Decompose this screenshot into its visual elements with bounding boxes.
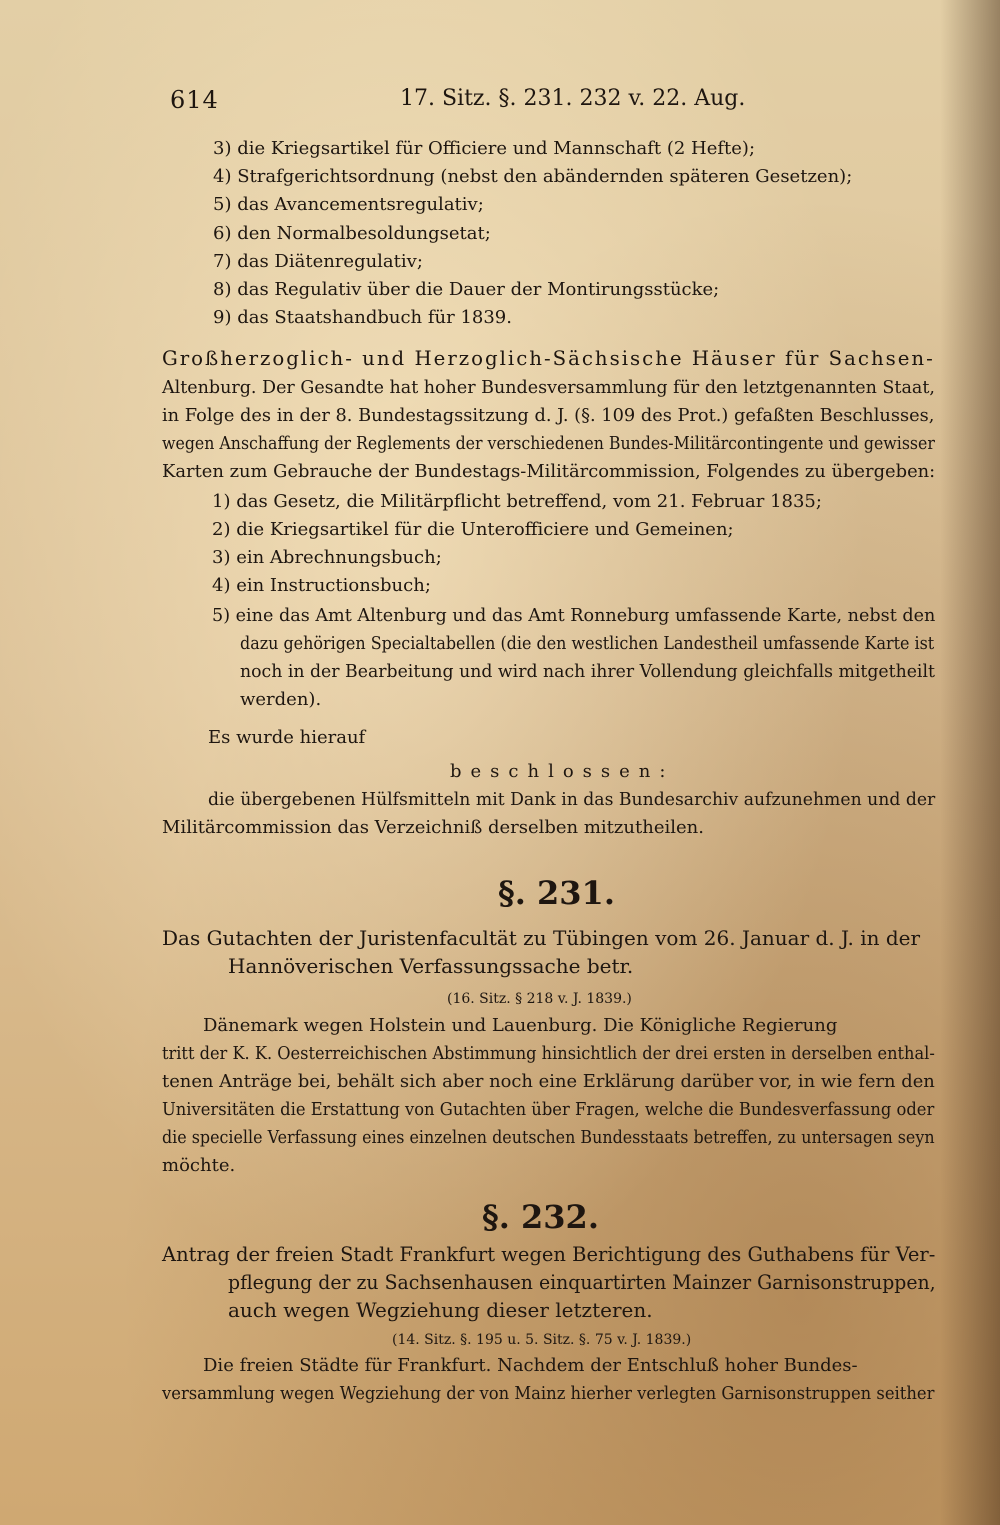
running-head: 17. Sitz. §. 231. 232 v. 22. Aug. [400,86,746,111]
section-reference: (14. Sitz. §. 195 u. 5. Sitz. §. 75 v. J. 1839.) [392,1332,692,1348]
section-number: §. 231. [498,874,615,912]
list-item: 9) das Staatshandbuch für 1839. [213,307,512,328]
section-body-line: die specielle Verfassung eines einzelnen deutschen Bundesstaats betreffen, zu untersagen seyn [162,1127,935,1148]
section-body-line: möchte. [162,1155,236,1176]
section-title-line: Antrag der freien Stadt Frankfurt wegen Berichtigung des Guthabens für Ver- [162,1242,936,1266]
list-item-continuation: noch in der Bearbeitung und wird nach ihrer Vollendung gleichfalls mitgetheilt [240,661,935,682]
paragraph-line: in Folge des in der 8. Bundestagssitzung d. J. (§. 109 des Prot.) gefaßten Beschlusses, [162,405,935,426]
resolution-keyword: beschlossen: [450,761,675,782]
list-item: 3) die Kriegsartikel für Officiere und Mannschaft (2 Hefte); [213,138,756,159]
list-item: 4) Strafgerichtsordnung (nebst den abändernden späteren Gesetzen); [213,166,853,187]
section-title-line: auch wegen Wegziehung dieser letzteren. [228,1298,653,1322]
section-body-line: Universitäten die Erstattung von Gutachten über Fragen, welche die Bundesverfassung oder [162,1099,935,1120]
list-item: 8) das Regulativ über die Dauer der Montirungsstücke; [213,279,720,300]
list-item: 7) das Diätenregulativ; [213,251,423,272]
list-item: 3) ein Abrechnungsbuch; [212,547,442,568]
section-reference: (16. Sitz. § 218 v. J. 1839.) [447,991,632,1007]
resolution-line: Militärcommission das Verzeichniß derselben mitzutheilen. [162,817,704,838]
paragraph-line: Altenburg. Der Gesandte hat hoher Bundesversammlung für den letztgenannten Staat, [162,377,935,398]
list-item: 4) ein Instructionsbuch; [212,575,431,596]
section-body-line: Dänemark wegen Holstein und Lauenburg. Die Königliche Regierung [203,1015,838,1036]
list-item: 6) den Normalbesoldungsetat; [213,223,491,244]
page-header [160,86,920,122]
section-title-line: Hannöverischen Verfassungssache betr. [228,954,634,978]
section-title-line: pflegung der zu Sachsenhausen einquartirten Mainzer Garnisonstruppen, [228,1270,936,1294]
paragraph-heading-line: Großherzoglich- und Herzoglich-Sächsische Häuser für Sachsen- [162,346,935,370]
section-body-line: versammlung wegen Wegziehung der von Mainz hierher verlegten Garnisonstruppen seither [162,1383,935,1404]
section-body-line: tritt der K. K. Oesterreichischen Abstimmung hinsichtlich der drei ersten in derselben enthal- [162,1043,935,1064]
paragraph-line: Karten zum Gebrauche der Bundestags-Militärcommission, Folgendes zu übergeben: [162,461,936,482]
page-number: 614 [170,86,219,114]
list-item-continuation: werden). [240,689,322,710]
list-item: 2) die Kriegsartikel für die Unterofficiere und Gemeinen; [212,519,734,540]
section-body-line: Die freien Städte für Frankfurt. Nachdem der Entschluß hoher Bundes- [203,1355,858,1376]
section-number: §. 232. [482,1198,599,1236]
list-item-continuation: dazu gehörigen Specialtabellen (die den westlichen Landestheil umfassende Karte ist [240,633,935,654]
list-item: 1) das Gesetz, die Militärpflicht betreffend, vom 21. Februar 1835; [212,491,822,512]
list-item: 5) das Avancementsregulativ; [213,194,484,215]
section-title-line: Das Gutachten der Juristenfacultät zu Tübingen vom 26. Januar d. J. in der [162,926,921,950]
paragraph-line: wegen Anschaffung der Reglements der verschiedenen Bundes-Militärcontingente und gewisser [162,433,935,454]
list-item: 5) eine das Amt Altenburg und das Amt Ronneburg umfassende Karte, nebst den [212,605,936,626]
resolution-line: die übergebenen Hülfsmitteln mit Dank in das Bundesarchiv aufzunehmen und der [208,789,936,810]
section-body-line: tenen Anträge bei, behält sich aber noch eine Erklärung darüber vor, in wie fern den [162,1071,935,1092]
resolution-intro: Es wurde hierauf [208,727,366,748]
